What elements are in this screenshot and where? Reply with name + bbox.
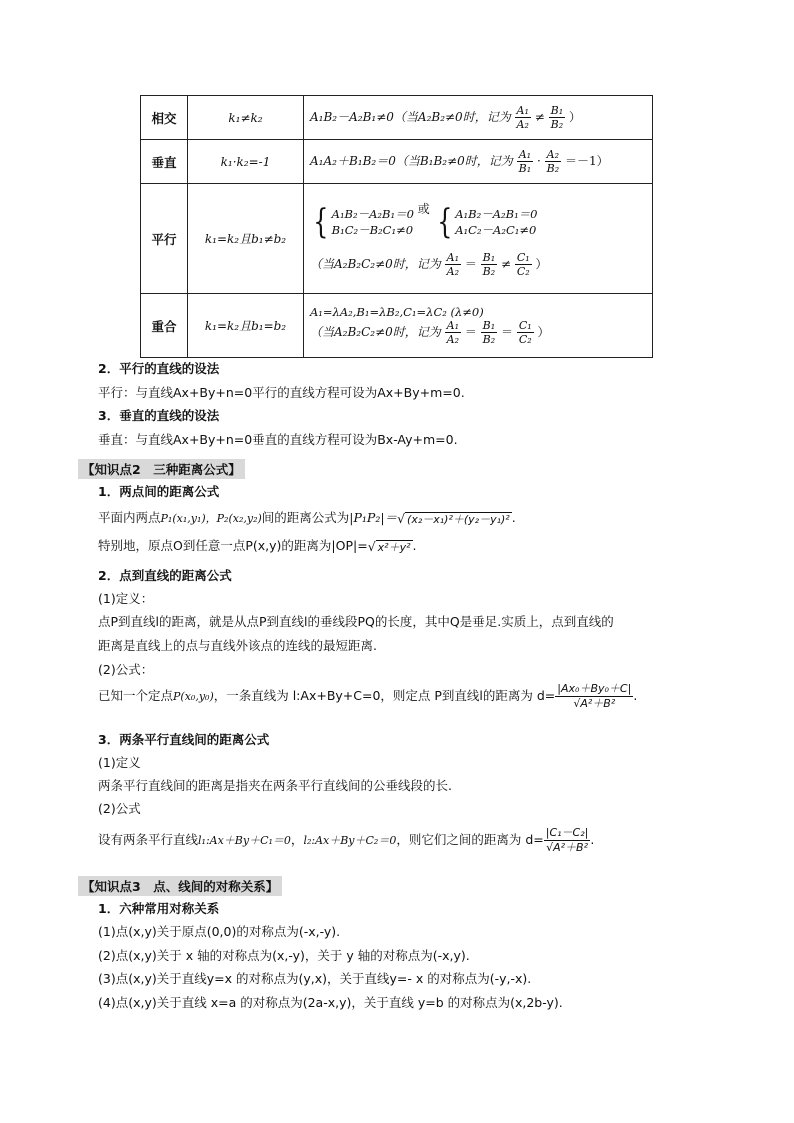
table-row [141,184,653,294]
text: 设有两条平行直线 [98,832,199,847]
distance-formula-fraction: $\frac{\text{|Ax₀＋By₀＋C|}}{\text{√A²＋B²}}$ [557,682,632,710]
sqrt-expression: √ (x₂－x₁)²＋(y₂－y₁)² [397,510,510,526]
paragraph [98,508,516,527]
table-row [141,96,653,140]
paragraph [98,682,637,711]
relation-name: 重合 [141,294,188,358]
slope-condition: k₁=k₂且b₁=b₂ [188,294,304,358]
paragraph: 垂直：与直线Ax+By+n=0垂直的直线方程可设为Bx-Ay+m=0. [98,432,458,447]
section-heading: 3．两条平行直线间的距离公式 [98,732,270,747]
math-line-2: l₂:Ax＋By＋C₂＝0 [303,834,397,847]
table-row [141,140,653,184]
section-heading: 1．两点间的距离公式 [98,484,220,499]
slope-condition: k₁≠k₂ [188,96,304,140]
section-heading: 2．点到直线的距离公式 [98,568,232,583]
proportion-line: A₁=λA₂,B₁=λB₂,C₁=λC₂ (λ≠0) [310,305,484,319]
text: ，一条直线为 l:Ax+By+C=0，则定点 P到直线l的距离为 d= [213,688,556,703]
text: 已知一个定点 [98,688,174,703]
paragraph: (4)点(x,y)关于直线 x=a 的对称点为(2a-x,y)，关于直线 y=b 的对称点为(x,2b-y). [98,995,563,1010]
relation-symbol: · [536,154,541,168]
slope-condition: k₁=k₂且b₁≠b₂ [188,184,304,294]
equals-symbol: ＝ [500,325,513,339]
or-text: 或 [417,202,430,216]
coefficient-condition [304,140,653,184]
close-paren: ） [537,325,550,339]
text: 间的距离公式为 [261,510,350,525]
fraction: $\frac{\text{C₁}}{\text{C₂}}$ [516,251,530,278]
equals-symbol: ＝ [464,325,477,339]
fraction: $\frac{\text{B₁}}{\text{B₂}}$ [482,319,496,346]
paragraph: 两条平行直线间的距离是指夹在两条平行直线间的公垂线段的长. [98,778,452,793]
text: ，则它们之间的距离为 d= [396,832,544,847]
paragraph: (2)公式 [98,801,141,816]
section-heading: 3．垂直的直线的设法 [98,408,220,423]
left-brace: { [313,201,329,242]
math-distance: |P₁P₂|＝ [349,510,398,525]
fraction: $\frac{\text{B₁}}{\text{B₂}}$ [482,251,496,278]
condition-text: （当A₂B₂C₂≠0时，记为 [310,325,441,339]
paragraph [98,826,594,855]
relation-name: 垂直 [141,140,188,184]
period: . [511,510,516,525]
equation-system: A₁B₂－A₂B₁＝0 A₁C₂－A₂C₁≠0 [455,206,538,237]
paragraph: (2)点(x,y)关于 x 轴的对称点为(x,-y)，关于 y 轴的对称点为(-x,y). [98,948,470,963]
parallel-distance-fraction: $\frac{\text{|C₁－C₂|}}{\text{√A²＋B²}}$ [545,826,589,854]
close-paren: ＝－1） [564,154,609,168]
line-relationship-table [140,95,653,358]
slope-condition: k₁·k₂=-1 [188,140,304,184]
paragraph: (3)点(x,y)关于直线y=x 的对称点为(y,x)，关于直线y=- x 的对称点为(-y,-x). [98,971,532,986]
fraction: $\frac{\text{C₁}}{\text{C₂}}$ [518,319,532,346]
condition-text: A₁A₂＋B₁B₂＝0（当B₁B₂≠0时，记为 [310,154,513,168]
not-equal-symbol: ≠ [500,257,512,271]
knowledge-point-label: 【知识点2 三种距离公式】 [78,459,245,479]
period: . [633,688,638,703]
math-point: P(x₀,y₀) [173,690,214,703]
left-brace: { [436,201,452,242]
fraction: $\frac{\text{A₁}}{\text{A₂}}$ [446,319,459,346]
relation-name: 平行 [141,184,188,294]
text: 特别地，原点O到任意一点P(x,y)的距离为|OP|= [98,538,368,553]
paragraph: (1)定义 [98,755,141,770]
paragraph: (1)点(x,y)关于原点(0,0)的对称点为(-x,-y). [98,924,341,939]
fraction: $\frac{\text{A₂}}{\text{B₂}}$ [546,148,560,175]
knowledge-point-label: 【知识点3 点、线间的对称关系】 [78,876,282,896]
relation-name: 相交 [141,96,188,140]
sqrt-expression: √ x²＋y² [367,538,411,554]
condition-text: A₁B₂－A₂B₁≠0（当A₂B₂≠0时，记为 [310,110,511,124]
coefficient-condition [304,294,653,358]
paragraph [98,536,416,555]
coefficient-condition [304,96,653,140]
close-paren: ） [535,257,548,271]
coefficient-condition [304,184,653,294]
table-row [141,294,653,358]
paragraph: (2)公式： [98,662,154,677]
paragraph: 距离是直线上的点与直线外该点的连线的最短距离. [98,638,377,653]
paragraph: 平行：与直线Ax+By+n=0平行的直线方程可设为Ax+By+m=0. [98,385,465,400]
equation-system: A₁B₂－A₂B₁＝0 B₁C₂－B₂C₁≠0 [331,206,414,237]
period: . [590,832,595,847]
paragraph: (1)定义： [98,591,154,606]
fraction: $\frac{\text{A₁}}{\text{B₁}}$ [518,148,532,175]
paragraph: 点P到直线l的距离，就是从点P到直线l的垂线段PQ的长度，其中Q是垂足.实质上，点到直线的 [98,614,614,629]
section-heading: 2．平行的直线的设法 [98,361,220,376]
condition-text: （当A₂B₂C₂≠0时，记为 [310,257,441,271]
text: ， [290,832,304,847]
fraction: $\frac{\text{A₁}}{\text{A₂}}$ [446,251,459,278]
period: . [412,538,417,553]
fraction: $\frac{\text{B₁}}{\text{B₂}}$ [550,104,564,131]
fraction: $\frac{\text{A₁}}{\text{A₂}}$ [516,104,529,131]
math-line-1: l₁:Ax＋By＋C₁＝0 [198,834,291,847]
equals-symbol: ＝ [464,257,477,271]
math-points: P₁(x₁,y₁)，P₂(x₂,y₂) [160,512,262,525]
relation-symbol: ≠ [534,110,545,124]
section-heading: 1．六种常用对称关系 [98,901,220,916]
text: 平面内两点 [98,510,161,525]
close-paren: ） [568,110,581,124]
